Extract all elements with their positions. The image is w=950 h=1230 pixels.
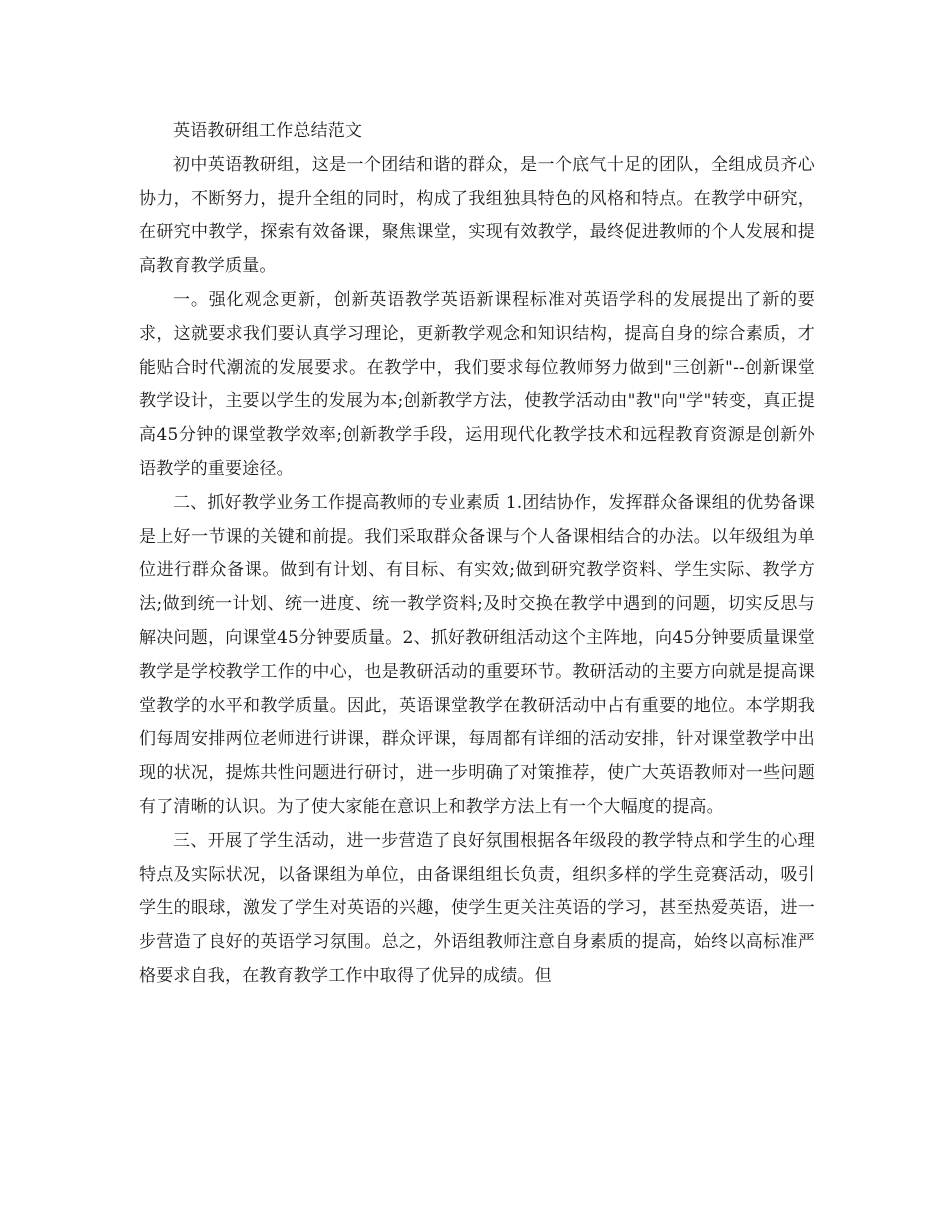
paragraph-section-1: 一。强化观念更新，创新英语教学英语新课程标准对英语学科的发展提出了新的要求，这就要求我们要认真学习理论，更新教学观念和知识结构，提高自身的综合素质，才能贴合时代潮流的发展要求。在教学中，我们要求每位教师努力做到"三创新"--创新课堂教学设计，主要以学生的发展为本;创新教学方法，使教学活动由"教"向"学"转变，真正提高45分钟的课堂教学效率;创新教学手段，运用现代化教学技术和远程教育资源是创新外语教学的重要途径。 — [139, 289, 815, 479]
paragraph-section-2: 二、抓好教学业务工作提高教师的专业素质 1.团结协作，发挥群众备课组的优势备课是上好一节课的关键和前提。我们采取群众备课与个人备课相结合的办法。以年级组为单位进行群众备课。做到有计划、有目标、有实效;做到研究教学资料、学生实际、教学方法;做到统一计划、统一进度、统一教学资料;及时交换在教学中遇到的问题，切实反思与解决问题，向课堂45分钟要质量。2、抓好教研组活动这个主阵地，向45分钟要质量课堂教学是学校教学工作的中心，也是教研活动的重要环节。教研活动的主要方向就是提高课堂教学的水平和教学质量。因此，英语课堂教学在教研活动中占有重要的地位。本学期我们每周安排两位老师进行讲课，群众评课，每周都有详细的活动安排，针对课堂教学中出现的状况，提炼共性问题进行研讨，进一步明确了对策推荐，使广大英语教师对一些问题有了清晰的认识。为了使大家能在意识上和教学方法上有一个大幅度的提高。 — [139, 492, 815, 817]
paragraph-intro: 初中英语教研组，这是一个团结和谐的群众，是一个底气十足的团队，全组成员齐心协力，不断努力，提升全组的同时，构成了我组独具特色的风格和特点。在教学中研究，在研究中教学，探索有效备课，聚焦课堂，实现有效教学，最终促进教师的个人发展和提高教育教学质量。 — [139, 154, 815, 277]
document-body — [139, 115, 815, 994]
document-title: 英语教研组工作总结范文 — [173, 121, 363, 141]
paragraph-section-3: 三、开展了学生活动，进一步营造了良好氛围根据各年级段的教学特点和学生的心理特点及实际状况，以备课组为单位，由备课组组长负责，组织多样的学生竞赛活动，吸引学生的眼球，激发了学生对英语的兴趣，使学生更关注英语的学习，甚至热爱英语，进一步营造了良好的英语学习氛围。总之，外语组教师注意自身素质的提高，始终以高标准严格要求自我，在教育教学工作中取得了优异的成绩。但 — [139, 830, 815, 986]
